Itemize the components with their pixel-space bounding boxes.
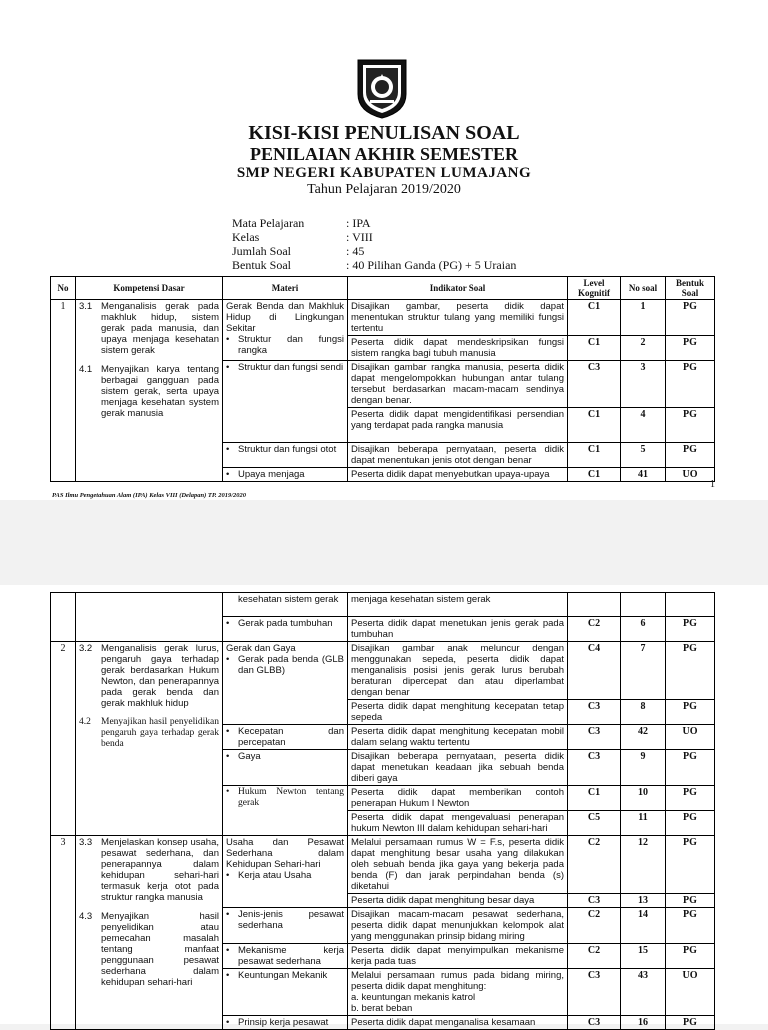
indikator-cell: Peserta didik dapat mengidentifikasi persendian yang terdapat pada rangka manusia — [348, 408, 568, 443]
bentuk-cell: PG — [666, 617, 715, 642]
materi-intro: Usaha dan Pesawat Sederhana dalam Kehidupan Sehari-hari — [226, 837, 344, 870]
indikator-cell: Disajikan beberapa pernyataan, peserta didik dapat menentukan jenis otot dengan benar — [348, 443, 568, 468]
column-header-no: No — [51, 277, 76, 300]
kd-text: Menjelaskan konsep usaha, pesawat sederhana, dan penerapannya dalam kehidupan sehari-hari termasuk kerja otot pada struktur rangka manusia — [101, 837, 219, 903]
level-cell: C3 — [568, 361, 621, 408]
column-header-materi: Materi — [223, 277, 348, 300]
indikator-cell: Disajikan gambar anak meluncur dengan menggunakan sepeda, peserta didik dapat menganalisis posisi jenis gerak lurus berubah beraturan dipercepat dan atau diperlambat dengan benar — [348, 642, 568, 700]
materi-item: Jenis-jenis pesawat sederhana — [238, 909, 344, 931]
level-cell: C5 — [568, 811, 621, 836]
indikator-cell: Disajikan macam-macam pesawat sederhana, peserta didik dapat menunjukkan kelompok alat yang menggunakan prinsip bidang miring — [348, 908, 568, 944]
indikator-cell: Peserta didik dapat menyebutkan upaya-upaya — [348, 468, 568, 482]
kd-text: Menganalisis gerak pada makhluk hidup, sistem gerak pada manusia, dan upaya menjaga kesehatan sistem gerak — [101, 301, 219, 356]
bullet-icon: • — [226, 726, 230, 737]
bentuk-cell: PG — [666, 811, 715, 836]
bentuk-cell: PG — [666, 750, 715, 786]
indikator-cell: Peserta didik dapat menghitung besar daya — [348, 894, 568, 908]
kompetensi-dasar-cell — [76, 836, 223, 1030]
bentuk-cell: PG — [666, 443, 715, 468]
meta-label: Mata Pelajaran — [232, 216, 305, 230]
indikator-cell: Peserta didik dapat menghitung kecepatan tetap sepeda — [348, 700, 568, 725]
level-cell: C2 — [568, 944, 621, 969]
materi-item: Struktur dan fungsi rangka — [238, 334, 344, 356]
kd-number: 3.3 — [79, 837, 93, 848]
kompetensi-dasar-cell — [76, 642, 223, 836]
level-cell: C3 — [568, 750, 621, 786]
materi-cell — [223, 786, 348, 836]
bentuk-cell: PG — [666, 408, 715, 443]
level-cell: C3 — [568, 969, 621, 1016]
indikator-cell: Disajikan gambar, peserta didik dapat menentukan struktur tulang yang memiliki fungsi tertentu — [348, 300, 568, 336]
materi-cell — [223, 944, 348, 969]
column-header-kd: Kompetensi Dasar — [76, 277, 223, 300]
meta-label: Jumlah Soal — [232, 244, 291, 258]
bentuk-cell: UO — [666, 725, 715, 750]
page-footer: PAS Ilmu Pengetahuan Alam (IPA) Kelas VIII (Delapan) TP. 2019/2020 — [52, 492, 247, 499]
kd-text: Menyajikan hasil penyelidikan pengaruh gaya terhadap gerak benda — [101, 717, 219, 749]
column-header-nosoal: No soal — [621, 277, 666, 300]
materi-item: Struktur dan fungsi otot — [238, 444, 337, 455]
bullet-icon: • — [226, 362, 230, 373]
level-cell: C1 — [568, 786, 621, 811]
bullet-icon: • — [226, 1017, 230, 1028]
bullet-icon: • — [226, 945, 230, 956]
meta-value: : 45 — [346, 244, 365, 258]
bentuk-cell: UO — [666, 969, 715, 1016]
bullet-icon: • — [226, 909, 230, 920]
materi-item: Gerak pada tumbuhan — [238, 618, 333, 629]
bentuk-cell: PG — [666, 894, 715, 908]
indikator-cell: Peserta didik dapat menetukan jenis gerak pada tumbuhan — [348, 617, 568, 642]
section-number: 3 — [51, 836, 76, 1030]
materi-item: Struktur dan fungsi sendi — [238, 362, 344, 373]
level-cell: C3 — [568, 725, 621, 750]
level-cell: C1 — [568, 336, 621, 361]
bullet-icon: • — [226, 334, 230, 345]
kd-text: Menganalisis gerak lurus, pengaruh gaya terhadap gerak berdasarkan Hukum Newton, dan penerapannya pada gerak benda dan gerak makhluk hidup — [101, 643, 219, 709]
nosoal-cell: 16 — [621, 1016, 666, 1030]
nosoal-cell: 7 — [621, 642, 666, 700]
level-cell: C3 — [568, 700, 621, 725]
level-cell: C1 — [568, 408, 621, 443]
materi-item: Gaya — [238, 751, 261, 762]
materi-cell — [223, 593, 348, 617]
question-grid-table-continued — [50, 592, 715, 1030]
materi-intro: Gerak dan Gaya — [226, 643, 296, 654]
materi-item: Upaya menjaga — [238, 469, 305, 480]
nosoal-cell: 1 — [621, 300, 666, 336]
materi-cell — [223, 725, 348, 750]
indikator-cell: Disajikan beberapa pernyataan, peserta didik dapat menetukan keadaan jika sebuah benda diberi gaya — [348, 750, 568, 786]
bentuk-cell: PG — [666, 908, 715, 944]
nosoal-cell: 6 — [621, 617, 666, 642]
kd-number: 4.3 — [79, 911, 93, 922]
bentuk-cell: PG — [666, 700, 715, 725]
level-cell: C1 — [568, 468, 621, 482]
kd-text: Menyajikan hasil penyelidikan atau pemecahan masalah tentang manfaat penggunaan pesawat sederhana dalam kehidupan sehari-hari — [101, 911, 219, 988]
materi-cell — [223, 750, 348, 786]
kd-number: 3.1 — [79, 301, 93, 312]
column-header-bentuk: Bentuk Soal — [666, 277, 715, 300]
level-cell: C4 — [568, 642, 621, 700]
meta-value: : VIII — [346, 230, 373, 244]
materi-cell — [223, 908, 348, 944]
indikator-cell: Melalui persamaan rumus W = F.s, peserta didik dapat menghitung besar usaha yang dilakukan oleh sebuah benda jika gaya yang bekerja pada benda (F) dan jarak perpindahan benda (s) diketahui — [348, 836, 568, 894]
meta-label: Kelas — [232, 230, 260, 244]
bullet-icon: • — [226, 870, 230, 881]
indikator-cell: Peserta didik dapat mendeskripsikan fungsi sistem rangka bagi tubuh manusia — [348, 336, 568, 361]
level-cell: C1 — [568, 300, 621, 336]
nosoal-cell: 12 — [621, 836, 666, 894]
level-cell: C2 — [568, 617, 621, 642]
nosoal-cell: 13 — [621, 894, 666, 908]
indikator-cell: Peserta didik dapat mengevaluasi penerapan hukum Newton III dalam kehidupan sehari-hari — [348, 811, 568, 836]
materi-cell — [223, 617, 348, 642]
column-header-indikator: Indikator Soal — [348, 277, 568, 300]
materi-item: Keuntungan Mekanik — [238, 970, 328, 981]
bentuk-cell: PG — [666, 336, 715, 361]
document-page-1 — [0, 0, 768, 500]
level-cell: C3 — [568, 894, 621, 908]
nosoal-cell: 8 — [621, 700, 666, 725]
indikator-text: Melalui persamaan rumus pada bidang miring, peserta didik dapat menghitung: — [351, 970, 564, 992]
indikator-cell: Peserta didik dapat menganalisa kesamaan — [348, 1016, 568, 1030]
bentuk-cell — [666, 593, 715, 617]
section-number: 2 — [51, 642, 76, 836]
materi-cell — [223, 361, 348, 443]
bullet-icon: • — [226, 469, 230, 480]
indikator-cell — [348, 969, 568, 1016]
materi-intro: Gerak Benda dan Makhluk Hidup di Lingkungan Sekitar — [226, 301, 344, 334]
nosoal-cell: 43 — [621, 969, 666, 1016]
nosoal-cell: 9 — [621, 750, 666, 786]
document-title: KISI-KISI PENULISAN SOAL — [248, 122, 520, 144]
bullet-icon: • — [226, 444, 230, 455]
level-cell: C3 — [568, 1016, 621, 1030]
meta-value: : 40 Pilihan Ganda (PG) + 5 Uraian — [346, 258, 517, 272]
bentuk-cell: PG — [666, 836, 715, 894]
nosoal-cell: 15 — [621, 944, 666, 969]
level-cell: C2 — [568, 836, 621, 894]
bullet-icon: • — [226, 787, 230, 797]
nosoal-cell: 42 — [621, 725, 666, 750]
meta-label: Bentuk Soal — [232, 258, 291, 272]
nosoal-cell: 2 — [621, 336, 666, 361]
materi-cell — [223, 969, 348, 1016]
school-year: Tahun Pelajaran 2019/2020 — [307, 182, 461, 197]
materi-cell — [223, 468, 348, 482]
level-cell — [568, 593, 621, 617]
nosoal-cell: 41 — [621, 468, 666, 482]
kd-number: 4.2 — [79, 717, 91, 727]
kompetensi-dasar-cell — [76, 300, 223, 482]
bentuk-cell: PG — [666, 361, 715, 408]
bentuk-cell: PG — [666, 944, 715, 969]
kd-number: 4.1 — [79, 364, 93, 375]
nosoal-cell: 14 — [621, 908, 666, 944]
kd-number: 3.2 — [79, 643, 93, 654]
section-number-empty — [51, 593, 76, 642]
materi-item: Kerja atau Usaha — [238, 870, 312, 881]
materi-item: Prinsip kerja pesawat — [238, 1017, 329, 1028]
bentuk-cell: PG — [666, 1016, 715, 1030]
bentuk-cell: PG — [666, 300, 715, 336]
materi-cell — [223, 642, 348, 725]
nosoal-cell: 11 — [621, 811, 666, 836]
level-cell: C1 — [568, 443, 621, 468]
indikator-cell: Peserta didik dapat menyimpulkan mekanisme kerja pada tuas — [348, 944, 568, 969]
bentuk-cell: UO — [666, 468, 715, 482]
bullet-icon: • — [226, 654, 230, 665]
kompetensi-dasar-empty — [76, 593, 223, 642]
section-number: 1 — [51, 300, 76, 482]
materi-item: Mekanisme kerja pesawat sederhana — [238, 945, 344, 967]
regency-emblem-logo — [354, 56, 410, 120]
school-name: SMP NEGERI KABUPATEN LUMAJANG — [236, 165, 532, 181]
level-cell: C2 — [568, 908, 621, 944]
materi-item: kesehatan sistem gerak — [238, 594, 339, 605]
materi-item: Kecepatan dan percepatan — [238, 726, 344, 748]
exam-meta-info — [232, 216, 516, 272]
column-header-level: Level Kognitif — [568, 277, 621, 300]
materi-item: Gerak pada benda (GLB dan GLBB) — [238, 654, 344, 676]
indikator-list-item: a. keuntungan mekanis katrol — [351, 992, 476, 1003]
bullet-icon: • — [226, 970, 230, 981]
materi-cell — [223, 443, 348, 468]
question-grid-table — [50, 276, 715, 482]
document-subtitle: PENILAIAN AKHIR SEMESTER — [249, 144, 519, 164]
nosoal-cell: 10 — [621, 786, 666, 811]
indikator-cell: Peserta didik dapat menghitung kecepatan mobil dalam selang waktu tertentu — [348, 725, 568, 750]
meta-value: : IPA — [346, 216, 371, 230]
indikator-cell: Peserta didik dapat memberikan contoh penerapan Hukum I Newton — [348, 786, 568, 811]
materi-item: Hukum Newton tentang gerak — [238, 787, 344, 808]
nosoal-cell: 5 — [621, 443, 666, 468]
bullet-icon: • — [226, 618, 230, 629]
bentuk-cell: PG — [666, 786, 715, 811]
kd-text: Menyajikan karya tentang berbagai gangguan pada sistem gerak, serta upaya menjaga kesehatan system gerak manusia — [101, 364, 219, 419]
indikator-cell: Disajikan gambar rangka manusia, peserta didik dapat mengelompokkan hubungan antar tulang tersebut berdasarkan macam-macam sendinya dengan benar. — [348, 361, 568, 408]
materi-cell — [223, 300, 348, 361]
page-number: 1 — [710, 479, 715, 490]
bullet-icon: • — [226, 751, 230, 762]
materi-cell — [223, 836, 348, 908]
indikator-list-item: b. berat beban — [351, 1003, 413, 1014]
indikator-cell: menjaga kesehatan sistem gerak — [348, 593, 568, 617]
nosoal-cell: 4 — [621, 408, 666, 443]
bentuk-cell: PG — [666, 642, 715, 700]
nosoal-cell: 3 — [621, 361, 666, 408]
materi-cell — [223, 1016, 348, 1030]
nosoal-cell — [621, 593, 666, 617]
